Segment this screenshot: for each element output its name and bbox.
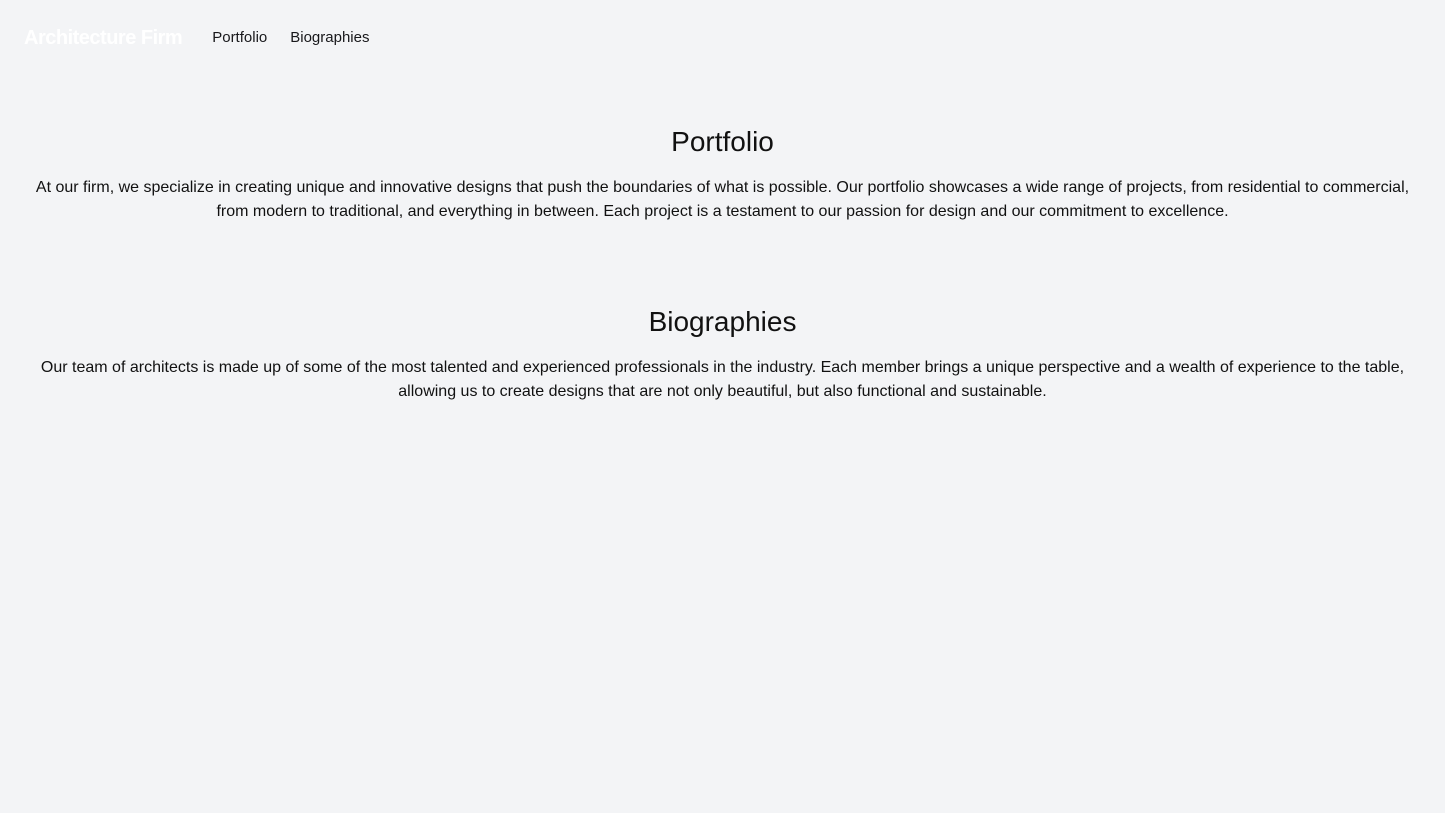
biographies-heading: Biographies bbox=[648, 306, 797, 337]
nav-links bbox=[206, 28, 1421, 48]
portfolio-heading: Portfolio bbox=[671, 126, 774, 157]
brand-title: Architecture Firm bbox=[24, 27, 183, 49]
biographies-paragraph: Our team of architects is made up of some of the most talented and experienced professionals in the industry. Each member brings a unique perspective and a wealth of experience to the table, allowing us to create designs that are not only beautiful, but also functional and sustainable. bbox=[40, 359, 1405, 400]
portfolio-paragraph: At our firm, we specialize in creating unique and innovative designs that push the boundaries of what is possible. Our portfolio showcases a wide range of projects, from residential to commercial, from modern to traditional, and everything in between. Each project is a testament to our passion for design and our commitment to excellence. bbox=[35, 179, 1410, 220]
nav-link-portfolio[interactable]: Portfolio bbox=[212, 29, 268, 46]
nav-link-biographies[interactable]: Biographies bbox=[290, 29, 370, 46]
biographies-section bbox=[0, 256, 1445, 436]
portfolio-section bbox=[0, 76, 1445, 256]
top-navbar bbox=[0, 0, 1445, 76]
